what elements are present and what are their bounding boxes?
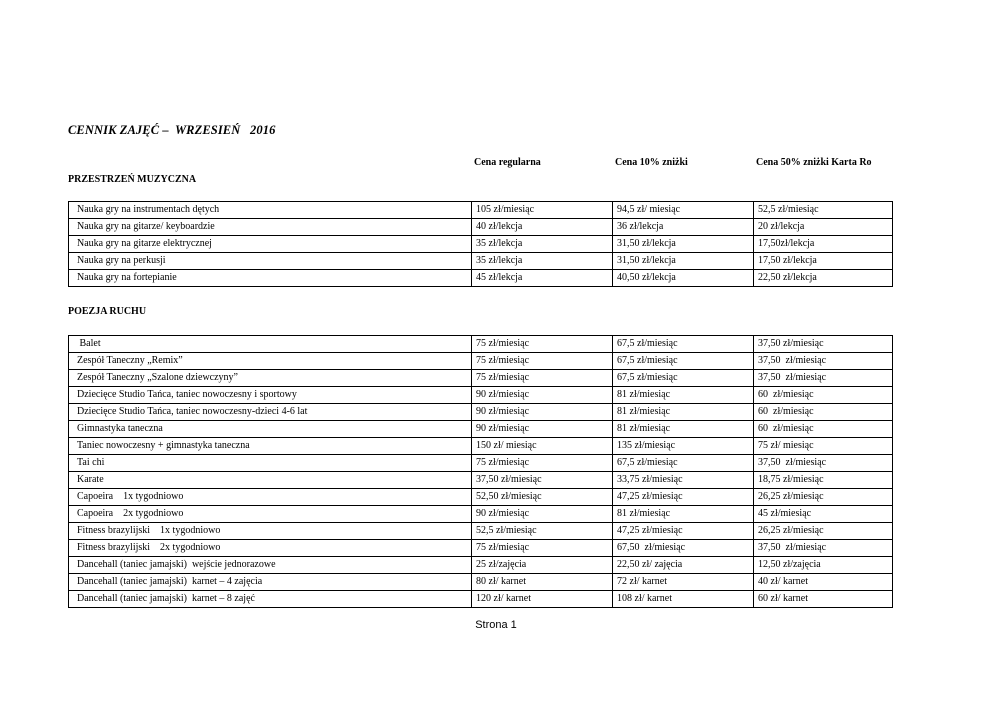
regular-price-cell: 52,5 zł/miesiąc bbox=[472, 523, 613, 540]
discount-10-cell: 47,25 zł/miesiąc bbox=[613, 489, 754, 506]
discount-10-cell: 108 zł/ karnet bbox=[613, 591, 754, 608]
discount-10-cell: 94,5 zł/ miesiąc bbox=[613, 202, 754, 219]
table-row bbox=[69, 202, 893, 219]
class-name-cell: Nauka gry na perkusji bbox=[69, 253, 472, 270]
discount-50-cell: 37,50 zł/miesiąc bbox=[754, 540, 893, 557]
discount-50-cell: 17,50zł/lekcja bbox=[754, 236, 893, 253]
discount-50-cell: 22,50 zł/lekcja bbox=[754, 270, 893, 287]
discount-50-cell: 45 zł/miesiąc bbox=[754, 506, 893, 523]
discount-50-cell: 18,75 zł/miesiąc bbox=[754, 472, 893, 489]
discount-50-cell: 20 zł/lekcja bbox=[754, 219, 893, 236]
column-header-50-percent-discount: Cena 50% zniżki Karta Ro bbox=[756, 157, 872, 168]
discount-50-cell: 37,50 zł/miesiąc bbox=[754, 455, 893, 472]
discount-10-cell: 67,50 zł/miesiąc bbox=[613, 540, 754, 557]
table-row bbox=[69, 438, 893, 455]
table-row bbox=[69, 506, 893, 523]
table-row bbox=[69, 270, 893, 287]
class-name-cell: Balet bbox=[69, 336, 472, 353]
discount-10-cell: 81 zł/miesiąc bbox=[613, 506, 754, 523]
discount-10-cell: 81 zł/miesiąc bbox=[613, 387, 754, 404]
discount-50-cell: 52,5 zł/miesiąc bbox=[754, 202, 893, 219]
discount-50-cell: 26,25 zł/miesiąc bbox=[754, 523, 893, 540]
regular-price-cell: 37,50 zł/miesiąc bbox=[472, 472, 613, 489]
section-title-movement: POEZJA RUCHU bbox=[68, 306, 147, 317]
class-name-cell: Fitness brazylijski 2x tygodniowo bbox=[69, 540, 472, 557]
class-name-cell: Capoeira 2x tygodniowo bbox=[69, 506, 472, 523]
discount-10-cell: 67,5 zł/miesiąc bbox=[613, 353, 754, 370]
table-row bbox=[69, 455, 893, 472]
discount-10-cell: 135 zł/miesiąc bbox=[613, 438, 754, 455]
class-name-cell: Zespół Taneczny „Remix” bbox=[69, 353, 472, 370]
table-row bbox=[69, 219, 893, 236]
class-name-cell: Capoeira 1x tygodniowo bbox=[69, 489, 472, 506]
section-title-music: PRZESTRZEŃ MUZYCZNA bbox=[68, 174, 197, 185]
discount-50-cell: 37,50 zł/miesiąc bbox=[754, 353, 893, 370]
regular-price-cell: 120 zł/ karnet bbox=[472, 591, 613, 608]
discount-50-cell: 40 zł/ karnet bbox=[754, 574, 893, 591]
regular-price-cell: 90 zł/miesiąc bbox=[472, 404, 613, 421]
regular-price-cell: 75 zł/miesiąc bbox=[472, 336, 613, 353]
table-row bbox=[69, 574, 893, 591]
regular-price-cell: 52,50 zł/miesiąc bbox=[472, 489, 613, 506]
column-header-10-percent-discount: Cena 10% zniżki bbox=[615, 157, 688, 168]
discount-10-cell: 31,50 zł/lekcja bbox=[613, 253, 754, 270]
table-row bbox=[69, 489, 893, 506]
class-name-cell: Gimnastyka taneczna bbox=[69, 421, 472, 438]
regular-price-cell: 75 zł/miesiąc bbox=[472, 370, 613, 387]
price-table-movement bbox=[68, 335, 893, 608]
table-row bbox=[69, 370, 893, 387]
column-header-regular-price: Cena regularna bbox=[474, 157, 541, 168]
regular-price-cell: 25 zł/zajęcia bbox=[472, 557, 613, 574]
class-name-cell: Dancehall (taniec jamajski) karnet – 4 zajęcia bbox=[69, 574, 472, 591]
class-name-cell: Nauka gry na gitarze/ keyboardzie bbox=[69, 219, 472, 236]
discount-10-cell: 67,5 zł/miesiąc bbox=[613, 370, 754, 387]
regular-price-cell: 150 zł/ miesiąc bbox=[472, 438, 613, 455]
regular-price-cell: 75 zł/miesiąc bbox=[472, 540, 613, 557]
regular-price-cell: 90 zł/miesiąc bbox=[472, 421, 613, 438]
class-name-cell: Dancehall (taniec jamajski) wejście jednorazowe bbox=[69, 557, 472, 574]
discount-10-cell: 33,75 zł/miesiąc bbox=[613, 472, 754, 489]
regular-price-cell: 35 zł/lekcja bbox=[472, 236, 613, 253]
discount-50-cell: 17,50 zł/lekcja bbox=[754, 253, 893, 270]
table-row bbox=[69, 591, 893, 608]
discount-50-cell: 37,50 zł/miesiąc bbox=[754, 336, 893, 353]
table-row bbox=[69, 404, 893, 421]
price-table-music bbox=[68, 201, 893, 287]
table-row bbox=[69, 523, 893, 540]
table-row bbox=[69, 540, 893, 557]
table-row bbox=[69, 421, 893, 438]
class-name-cell: Fitness brazylijski 1x tygodniowo bbox=[69, 523, 472, 540]
class-name-cell: Nauka gry na gitarze elektrycznej bbox=[69, 236, 472, 253]
table-row bbox=[69, 387, 893, 404]
class-name-cell: Nauka gry na fortepianie bbox=[69, 270, 472, 287]
discount-10-cell: 81 zł/miesiąc bbox=[613, 421, 754, 438]
discount-10-cell: 67,5 zł/miesiąc bbox=[613, 336, 754, 353]
regular-price-cell: 75 zł/miesiąc bbox=[472, 353, 613, 370]
discount-50-cell: 26,25 zł/miesiąc bbox=[754, 489, 893, 506]
class-name-cell: Dziecięce Studio Tańca, taniec nowoczesny i sportowy bbox=[69, 387, 472, 404]
discount-10-cell: 40,50 zł/lekcja bbox=[613, 270, 754, 287]
class-name-cell: Tai chi bbox=[69, 455, 472, 472]
discount-10-cell: 81 zł/miesiąc bbox=[613, 404, 754, 421]
table-row bbox=[69, 353, 893, 370]
discount-50-cell: 60 zł/ karnet bbox=[754, 591, 893, 608]
discount-10-cell: 31,50 zł/lekcja bbox=[613, 236, 754, 253]
discount-50-cell: 60 zł/miesiąc bbox=[754, 404, 893, 421]
document-title: CENNIK ZAJĘĆ – WRZESIEŃ 2016 bbox=[68, 123, 276, 137]
class-name-cell: Karate bbox=[69, 472, 472, 489]
regular-price-cell: 35 zł/lekcja bbox=[472, 253, 613, 270]
discount-50-cell: 75 zł/ miesiąc bbox=[754, 438, 893, 455]
regular-price-cell: 40 zł/lekcja bbox=[472, 219, 613, 236]
class-name-cell: Zespół Taneczny „Szalone dziewczyny” bbox=[69, 370, 472, 387]
discount-10-cell: 36 zł/lekcja bbox=[613, 219, 754, 236]
regular-price-cell: 80 zł/ karnet bbox=[472, 574, 613, 591]
table-row bbox=[69, 557, 893, 574]
discount-10-cell: 72 zł/ karnet bbox=[613, 574, 754, 591]
table-row bbox=[69, 336, 893, 353]
discount-50-cell: 60 zł/miesiąc bbox=[754, 387, 893, 404]
discount-50-cell: 12,50 zł/zajęcia bbox=[754, 557, 893, 574]
discount-10-cell: 47,25 zł/miesiąc bbox=[613, 523, 754, 540]
regular-price-cell: 75 zł/miesiąc bbox=[472, 455, 613, 472]
table-row bbox=[69, 253, 893, 270]
regular-price-cell: 105 zł/miesiąc bbox=[472, 202, 613, 219]
regular-price-cell: 45 zł/lekcja bbox=[472, 270, 613, 287]
table-row bbox=[69, 472, 893, 489]
regular-price-cell: 90 zł/miesiąc bbox=[472, 387, 613, 404]
discount-10-cell: 67,5 zł/miesiąc bbox=[613, 455, 754, 472]
page-number: Strona 1 bbox=[475, 619, 517, 631]
discount-50-cell: 60 zł/miesiąc bbox=[754, 421, 893, 438]
class-name-cell: Nauka gry na instrumentach dętych bbox=[69, 202, 472, 219]
discount-50-cell: 37,50 zł/miesiąc bbox=[754, 370, 893, 387]
class-name-cell: Dziecięce Studio Tańca, taniec nowoczesny-dzieci 4-6 lat bbox=[69, 404, 472, 421]
class-name-cell: Taniec nowoczesny + gimnastyka taneczna bbox=[69, 438, 472, 455]
class-name-cell: Dancehall (taniec jamajski) karnet – 8 zajęć bbox=[69, 591, 472, 608]
regular-price-cell: 90 zł/miesiąc bbox=[472, 506, 613, 523]
table-row bbox=[69, 236, 893, 253]
discount-10-cell: 22,50 zł/ zajęcia bbox=[613, 557, 754, 574]
